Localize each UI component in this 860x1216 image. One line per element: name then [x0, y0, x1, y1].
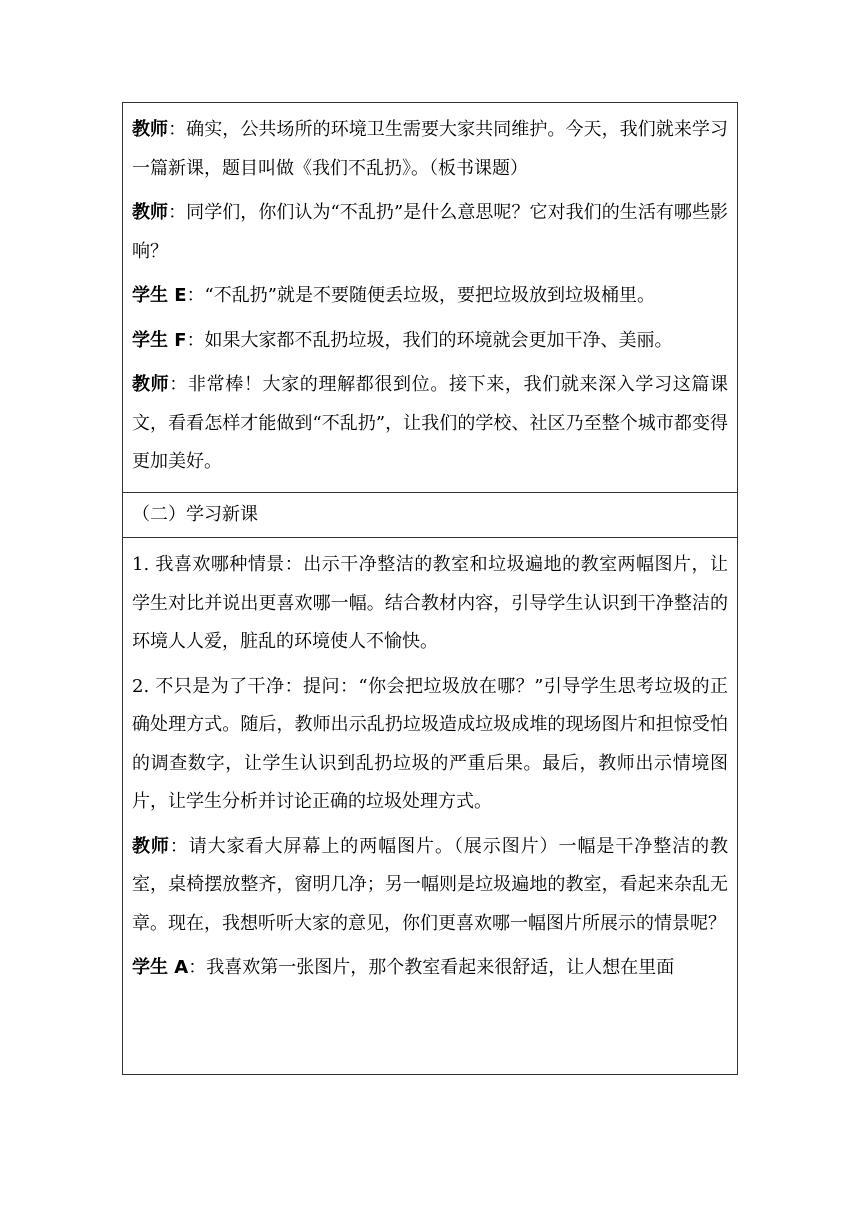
dialogue-paragraph — [132, 828, 728, 944]
lesson-plan-table — [122, 102, 738, 1075]
dialogue-paragraph — [132, 277, 728, 316]
speaker-label: 教师 — [132, 835, 170, 857]
dialogue-text: ：“不乱扔”就是不要随便丢垃圾，要把垃圾放到垃圾桶里。 — [186, 285, 655, 306]
section-heading: （二）学习新课 — [132, 503, 258, 525]
dialogue-paragraph — [132, 194, 728, 271]
activity-paragraph — [132, 546, 728, 662]
lesson-content-cell — [123, 537, 737, 1074]
dialogue-text: ：同学们，你们认为“不乱扔”是什么意思呢？它对我们的生活有哪些影响？ — [132, 202, 729, 262]
dialogue-text: ：请大家看大屏幕上的两幅图片。（展示图片）一幅是干净整洁的教室，桌椅摆放整齐，窗明几净；另一幅则是垃圾遍地的教室，看起来杂乱无章。现在，我想听听大家的意见，你们更喜欢哪一幅图片所展示的情景呢？ — [132, 835, 729, 934]
section-heading-cell — [123, 492, 737, 538]
speaker-label: 学生 E — [132, 285, 187, 306]
speaker-label: 教师 — [132, 119, 169, 140]
speaker-label: 教师 — [132, 202, 169, 223]
dialogue-text: ：我喜欢第一张图片，那个教室看起来很舒适，让人想在里面 — [188, 957, 675, 978]
dialogue-paragraph — [132, 366, 728, 482]
speaker-label: 学生 A — [132, 957, 189, 978]
dialogue-paragraph — [132, 111, 728, 188]
speaker-label: 学生 F — [132, 329, 187, 351]
dialogue-paragraph — [132, 322, 728, 361]
dialogue-text: ：非常棒！大家的理解都很到位。接下来，我们就来深入学习这篇课文，看看怎样才能做到“不乱扔”，让我们的学校、社区乃至整个城市都变得更加美好。 — [132, 374, 729, 472]
speaker-label: 教师 — [132, 374, 170, 395]
dialogue-paragraph — [132, 949, 728, 988]
activity-text: 2. 不只是为了干净：提问：“你会把垃圾放在哪？”引导学生思考垃圾的正确处理方式。随后，教师出示乱扔垃圾造成垃圾成堆的现场图片和担惊受怕的调查数字，让学生认识到乱扔垃圾的严重后果。最后，教师出示情境图片，让学生分析并讨论正确的垃圾处理方式。 — [132, 675, 728, 812]
dialogue-text: ：如果大家都不乱扔垃圾，我们的环境就会更加干净、美丽。 — [186, 329, 673, 351]
activity-text: 1. 我喜欢哪种情景：出示干净整洁的教室和垃圾遍地的教室两幅图片，让学生对比并说出更喜欢哪一幅。结合教材内容，引导学生认识到干净整洁的环境人人爱，脏乱的环境使人不愉快。 — [132, 554, 728, 652]
dialogue-text: ：确实，公共场所的环境卫生需要大家共同维护。今天，我们就来学习一篇新课，题目叫做《我们不乱扔》。（板书课题） — [132, 119, 728, 179]
activity-paragraph — [132, 668, 728, 822]
dialogue-cell — [123, 103, 737, 492]
